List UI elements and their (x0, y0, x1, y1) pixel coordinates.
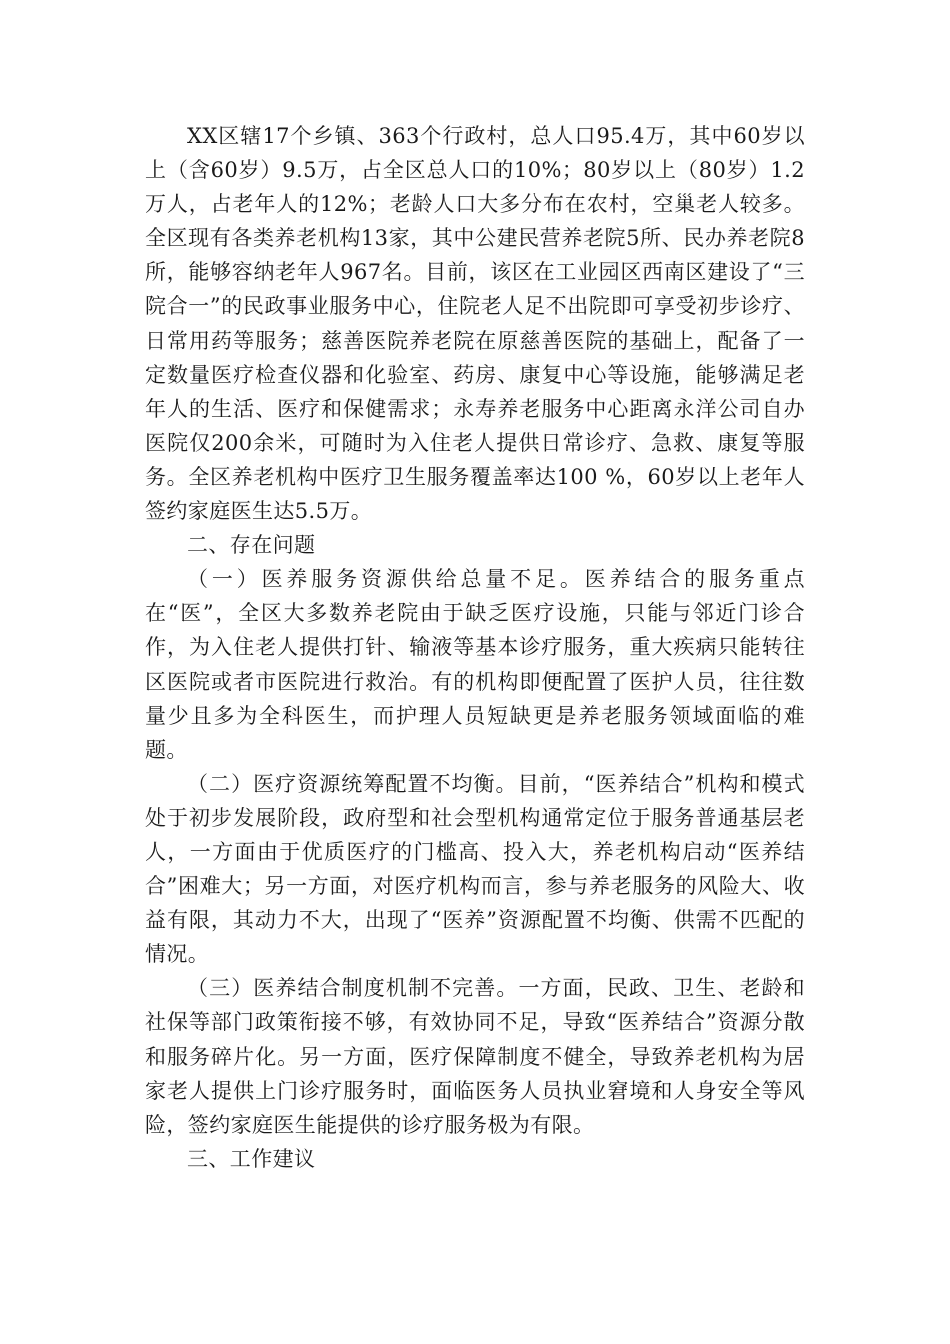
section-heading-suggestions: 三、工作建议 (187, 1146, 316, 1171)
paragraph-problem-1: （一）医养服务资源供给总量不足。医养结合的服务重点在“医”，全区大多数养老院由于缺乏医疗设施，只能与邻近门诊合作，为入住老人提供打针、输液等基本诊疗服务，重大疾病只能转往区医院或者市医院进行救治。有的机构即便配置了医护人员，往往数量少且多为全科医生，而护理人员短缺更是养老服务领域面临的难题。 (145, 567, 805, 762)
paragraph-problem-3: （三）医养结合制度机制不完善。一方面，民政、卫生、老龄和社保等部门政策衔接不够，有效协同不足，导致“医养结合”资源分散和服务碎片化。另一方面，医疗保障制度不健全，导致养老机构为居家老人提供上门诊疗服务时，面临医务人员执业窘境和人身安全等风险，签约家庭医生能提供的诊疗服务极为有限。 (145, 976, 805, 1137)
paragraph-problem-2: （二）医疗资源统筹配置不均衡。目前，“医养结合”机构和模式处于初步发展阶段，政府型和社会型机构通常定位于服务普通基层老人，一方面由于优质医疗的门槛高、投入大，养老机构启动“医养结合”困难大；另一方面，对医疗机构而言，参与养老服务的风险大、收益有限，其动力不大，出现了“医养”资源配置不均衡、供需不匹配的情况。 (145, 771, 805, 967)
document-page (145, 119, 805, 1176)
paragraph-overview: XX区辖17个乡镇、363个行政村，总人口95.4万，其中60岁以上（含60岁）9.5万，占全区总人口的10%；80岁以上（80岁）1.2万人，占老年人的12%；老龄人口大多分布在农村，空巢老人较多。全区现有各类养老机构13家，其中公建民营养老院5所、民办养老院8所，能够容纳老年人967名。目前，该区在工业园区西南区建设了“三院合一”的民政事业服务中心，住院老人足不出院即可享受初步诊疗、日常用药等服务；慈善医院养老院在原慈善医院的基础上，配备了一定数量医疗检查仪器和化验室、药房、康复中心等设施，能够满足老年人的生活、医疗和保健需求；永寿养老服务中心距离永洋公司自办医院仅200余米，可随时为入住老人提供日常诊疗、急救、康复等服务。全区养老机构中医疗卫生服务覆盖率达100 %，60岁以上老年人签约家庭医生达5.5万。 (145, 124, 805, 524)
section-heading-problems: 二、存在问题 (187, 533, 316, 558)
